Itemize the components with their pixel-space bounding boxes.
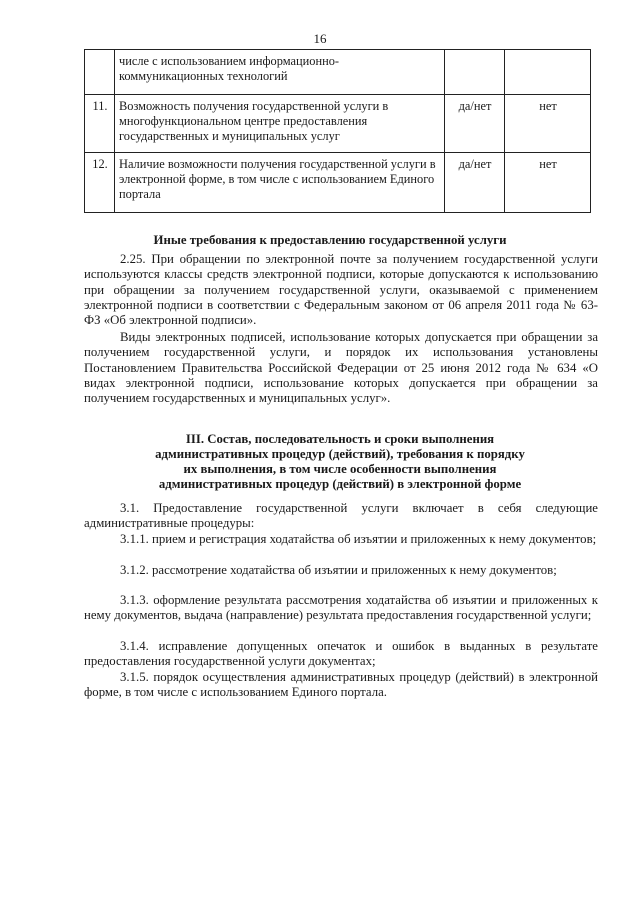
section-3-heading-line: административных процедур (действий), требования к порядку [155, 447, 525, 461]
row-default: нет [505, 153, 591, 213]
row-number: 11. [85, 95, 115, 153]
table-row [85, 50, 591, 95]
paragraph-3-1-4: 3.1.4. исправление допущенных опечаток и ошибок в выданных в результате предоставления государственной услуги документах; [84, 639, 598, 669]
row-text: числе с использованием информационно-коммуникационных технологий [115, 50, 445, 95]
row-default [505, 50, 591, 95]
paragraph-3-1-3: 3.1.3. оформление результата рассмотрения ходатайства об изъятии и приложенных к нему документов, выдача (направление) результата предоставления государственной услуги; [84, 593, 598, 623]
section-3-heading-line: их выполнения, в том числе особенности выполнения [183, 462, 497, 476]
row-number [85, 50, 115, 95]
row-number: 12. [85, 153, 115, 213]
row-value: да/нет [445, 153, 505, 213]
section-3-heading [40, 432, 640, 492]
row-text: Наличие возможности получения государственной услуги в электронной форме, в том числе с использованием Единого портала [115, 153, 445, 213]
paragraph-3-1-1: 3.1.1. прием и регистрация ходатайства об изъятии и приложенных к нему документов; [120, 532, 597, 546]
row-default: нет [505, 95, 591, 153]
paragraph-signature-types: Виды электронных подписей, использование которых допускается при обращении за получением государственной услуги, и порядок их использования установлены Постановлением Правительства Российской Федерации от 25 июня 2012 года № 634 «О видах электронной подписи, использование которых допускается при обращении за получением государственных и муниципальных услуг». [84, 330, 598, 406]
other-requirements-heading: Иные требования к предоставлению государственной услуги [153, 233, 507, 247]
paragraph-2-25: 2.25. При обращении по электронной почте за получением государственной услуги используются классы средств электронной подписи, которые допускаются к использованию при обращении за получением государственной услуги, оказываемой с применением электронной подписи в соответствии с Федеральным законом от 06 апреля 2011 года № 63-ФЗ «Об электронной подписи». [84, 252, 598, 328]
row-value [445, 50, 505, 95]
section-3-heading-line: III. Состав, последовательность и сроки выполнения [185, 432, 495, 446]
section-3-heading-line: административных процедур (действий) в электронной форме [158, 477, 522, 491]
paragraph-3-1-2: 3.1.2. рассмотрение ходатайства об изъятии и приложенных к нему документов; [120, 563, 557, 577]
page-number: 16 [313, 31, 327, 46]
row-text: Возможность получения государственной услуги в многофункциональном центре предоставления государственных и муниципальных услуг [115, 95, 445, 153]
requirements-table [84, 49, 591, 213]
table-row [85, 95, 591, 153]
row-value: да/нет [445, 95, 505, 153]
paragraph-3-1: 3.1. Предоставление государственной услуги включает в себя следующие административные процедуры: [84, 501, 598, 531]
paragraph-3-1-5: 3.1.5. порядок осуществления административных процедур (действий) в электронной форме, в том числе с использованием Единого портала. [84, 670, 598, 700]
table-row [85, 153, 591, 213]
